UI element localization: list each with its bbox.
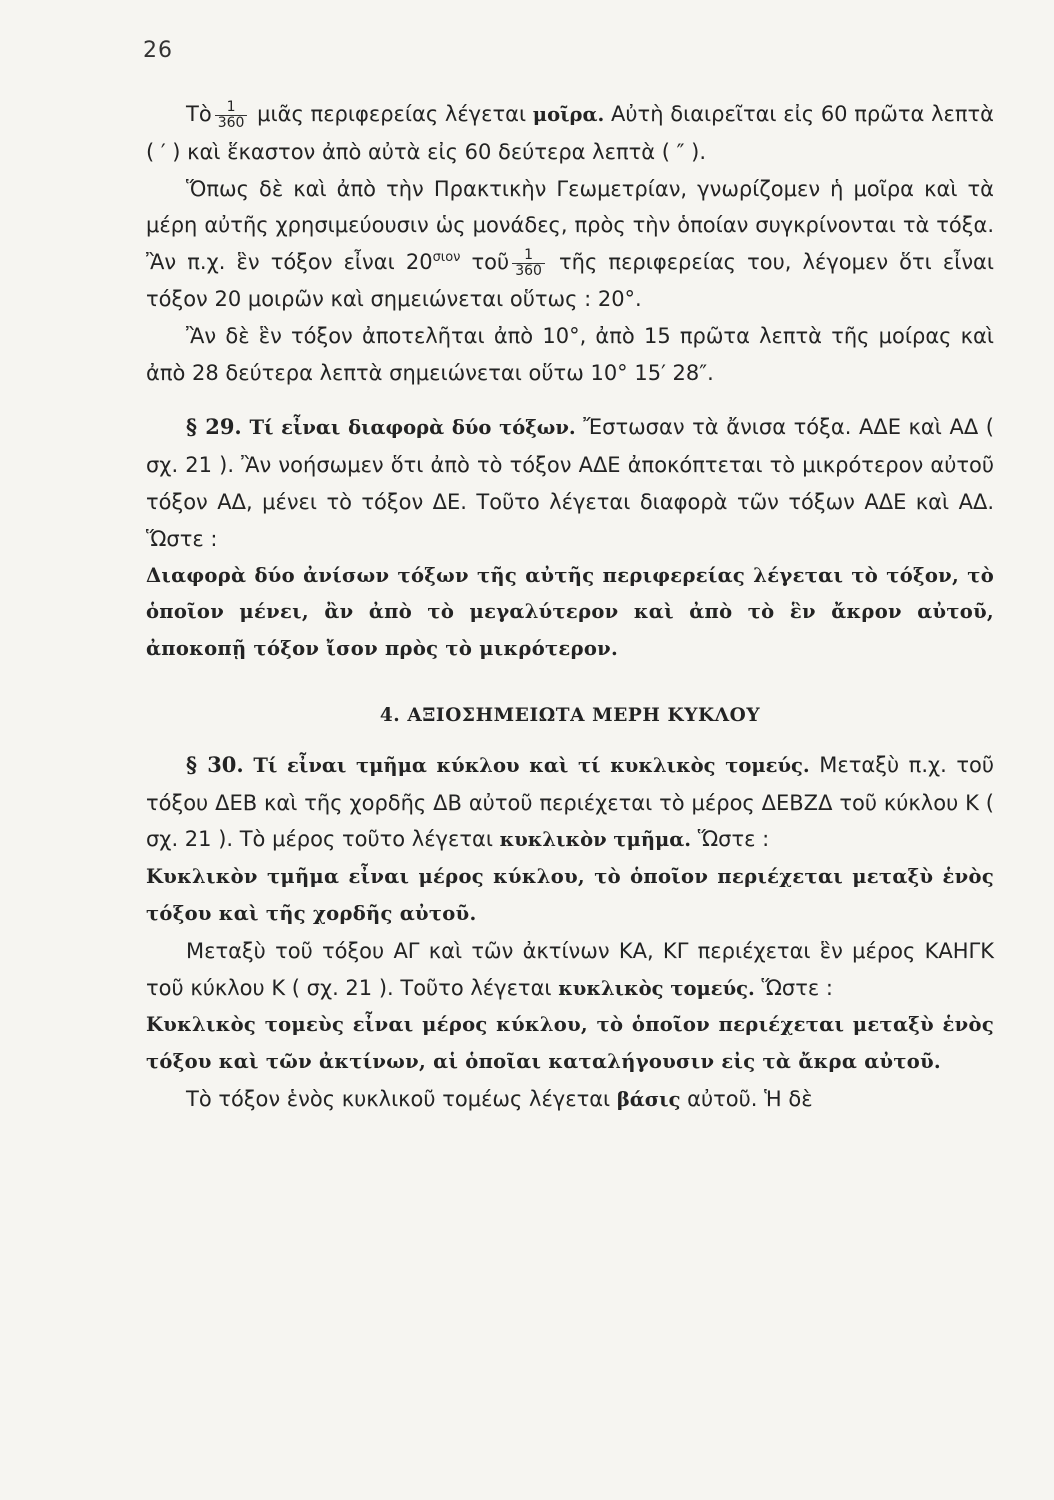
paragraph-degree-units — [146, 171, 994, 318]
section-30-text-5: Τὸ τόξον ἑνὸς κυκλικοῦ τομέως λέγεται — [186, 1086, 617, 1111]
paragraph-degree-notation: Ἂν δὲ ἓν τόξον ἀποτελῆται ἀπὸ 10°, ἀπὸ 15 πρῶτα λεπτὰ τῆς μοίρας καὶ ἀπὸ 28 δεύτερα λεπτὰ σημειώνεται οὕτω 10° 15′ 28″. — [146, 323, 994, 385]
para2-text-2: τοῦ — [460, 250, 510, 275]
term-vasis: βάσις — [616, 1087, 681, 1111]
superscript-ordinal: σιον — [432, 250, 461, 266]
fraction-numerator: 1 — [512, 248, 545, 264]
section-30-text-3: Μεταξὺ τοῦ τόξου ΑΓ καὶ τῶν ἀκτίνων ΚΑ, ΚΓ περιέχεται ἓν μέρος ΚΑΗΓΚ τοῦ κύκλου Κ ( σχ. 21 ). Τοῦτο λέγεται — [146, 938, 994, 1000]
page-body — [146, 96, 994, 1119]
section-30-text-2: Ὥστε : — [691, 827, 770, 852]
section-29 — [146, 409, 994, 557]
section-29-title: Τί εἶναι διαφορὰ δύο τόξων. — [241, 416, 576, 440]
para1-prefix: Τὸ — [186, 102, 212, 126]
term-kyklikon-tmima: κυκλικὸν τμῆμα. — [499, 828, 692, 852]
paragraph-sector-intro — [146, 933, 994, 1008]
paragraph-sector-base — [146, 1081, 994, 1119]
section-29-text: Ἔστωσαν τὰ ἄνισα τόξα. ΑΔΕ καὶ ΑΔ ( σχ. 21 ). Ἂν νοήσωμεν ὅτι ἀπὸ τὸ τόξον ΑΔΕ ἀποκόπτεται τὸ μικρότερον αὐτοῦ τόξον ΑΔ, μένει τὸ τόξον ΔΕ. Τοῦτο λέγεται διαφορὰ τῶν τόξων ΑΔΕ καὶ ΑΔ. Ὥστε : — [146, 415, 994, 551]
para2-text-1: Ὅπως δὲ καὶ ἀπὸ τὴν Πρακτικὴν Γεωμετρίαν, γνωρίζομεν ἡ μοῖρα καὶ τὰ μέρη αὐτῆς χρησιμεύουσιν ὡς μονάδες, πρὸς τὴν ὁποίαν συγκρίνονται τὰ τόξα. Ἂν π.χ. ἓν τόξον εἶναι 20 — [146, 176, 994, 275]
rule-circular-segment: Κυκλικὸν τμῆμα εἶναι μέρος κύκλου, τὸ ὁποῖον περιέχεται μεταξὺ ἑνὸς τόξου καὶ τῆς χορδῆς αὐτοῦ. — [146, 865, 994, 925]
fraction-denominator: 360 — [515, 262, 542, 279]
fraction-1-360 — [215, 100, 248, 131]
term-moira: μοῖρα. — [532, 103, 605, 126]
term-kyklikos-tomeus: κυκλικὸς τομεύς. — [558, 976, 755, 1000]
section-30 — [146, 747, 994, 859]
para2-text-3: τῆς περιφερείας του, λέγομεν ὅτι εἶναι τόξον 20 μοιρῶν καὶ σημειώνεται οὕτως : 20°. — [146, 250, 994, 311]
page-number: 26 — [143, 38, 173, 63]
rule-arc-difference: Διαφορὰ δύο ἀνίσων τόξων τῆς αὐτῆς περιφερείας λέγεται τὸ τόξον, τὸ ὁποῖον μένει, ἂν ἀπὸ τὸ μεγαλύτερον καὶ ἀπὸ τὸ ἓν ἄκρον αὐτοῦ, ἀποκοπῇ τόξον ἴσον πρὸς τὸ μικρότερον. — [146, 563, 994, 661]
section-30-title: Τί εἶναι τμῆμα κύκλου καὶ τί κυκλικὸς τομεύς. — [243, 753, 810, 777]
fraction-1-360-inline — [512, 248, 545, 279]
section-30-text-1: Μεταξὺ π.χ. τοῦ τόξου ΔΕΒ καὶ τῆς χορδῆς ΔΒ αὐτοῦ περιέχεται τὸ μέρος ΔΕΒΖΔ τοῦ κύκλου Κ ( σχ. 21 ). Τὸ μέρος τοῦτο λέγεται — [146, 752, 995, 852]
section-30-number: § 30. — [186, 751, 244, 777]
para1-text-1: μιᾶς περιφερείας λέγεται — [250, 102, 533, 126]
rule-circular-sector: Κυκλικὸς τομεὺς εἶναι μέρος κύκλου, τὸ ὁποῖον περιέχεται μεταξὺ ἑνὸς τόξου καὶ τῶν ἀκτίνων, αἱ ὁποῖαι καταλήγουσιν εἰς τὰ ἄκρα αὐτοῦ. — [146, 1013, 994, 1074]
fraction-numerator: 1 — [215, 100, 248, 116]
fraction-denominator: 360 — [217, 114, 245, 131]
para1-text-2: Αὐτὴ διαιρεῖται εἰς 60 πρῶτα λεπτὰ ( ′ ) καὶ ἕκαστον ἀπὸ αὐτὰ εἰς 60 δεύτερα λεπτὰ ( ″ ). — [146, 102, 994, 164]
paragraph-degree-definition — [146, 96, 994, 171]
section-30-text-4: Ὥστε : — [754, 975, 833, 1000]
section-30-text-6: αὐτοῦ. Ἡ δὲ — [680, 1086, 813, 1111]
section-29-number: § 29. — [186, 414, 242, 440]
chapter-heading: 4. ΑΞΙΟΣΗΜΕΙΩΤΑ ΜΕΡΗ ΚΥΚΛΟΥ — [379, 704, 761, 726]
